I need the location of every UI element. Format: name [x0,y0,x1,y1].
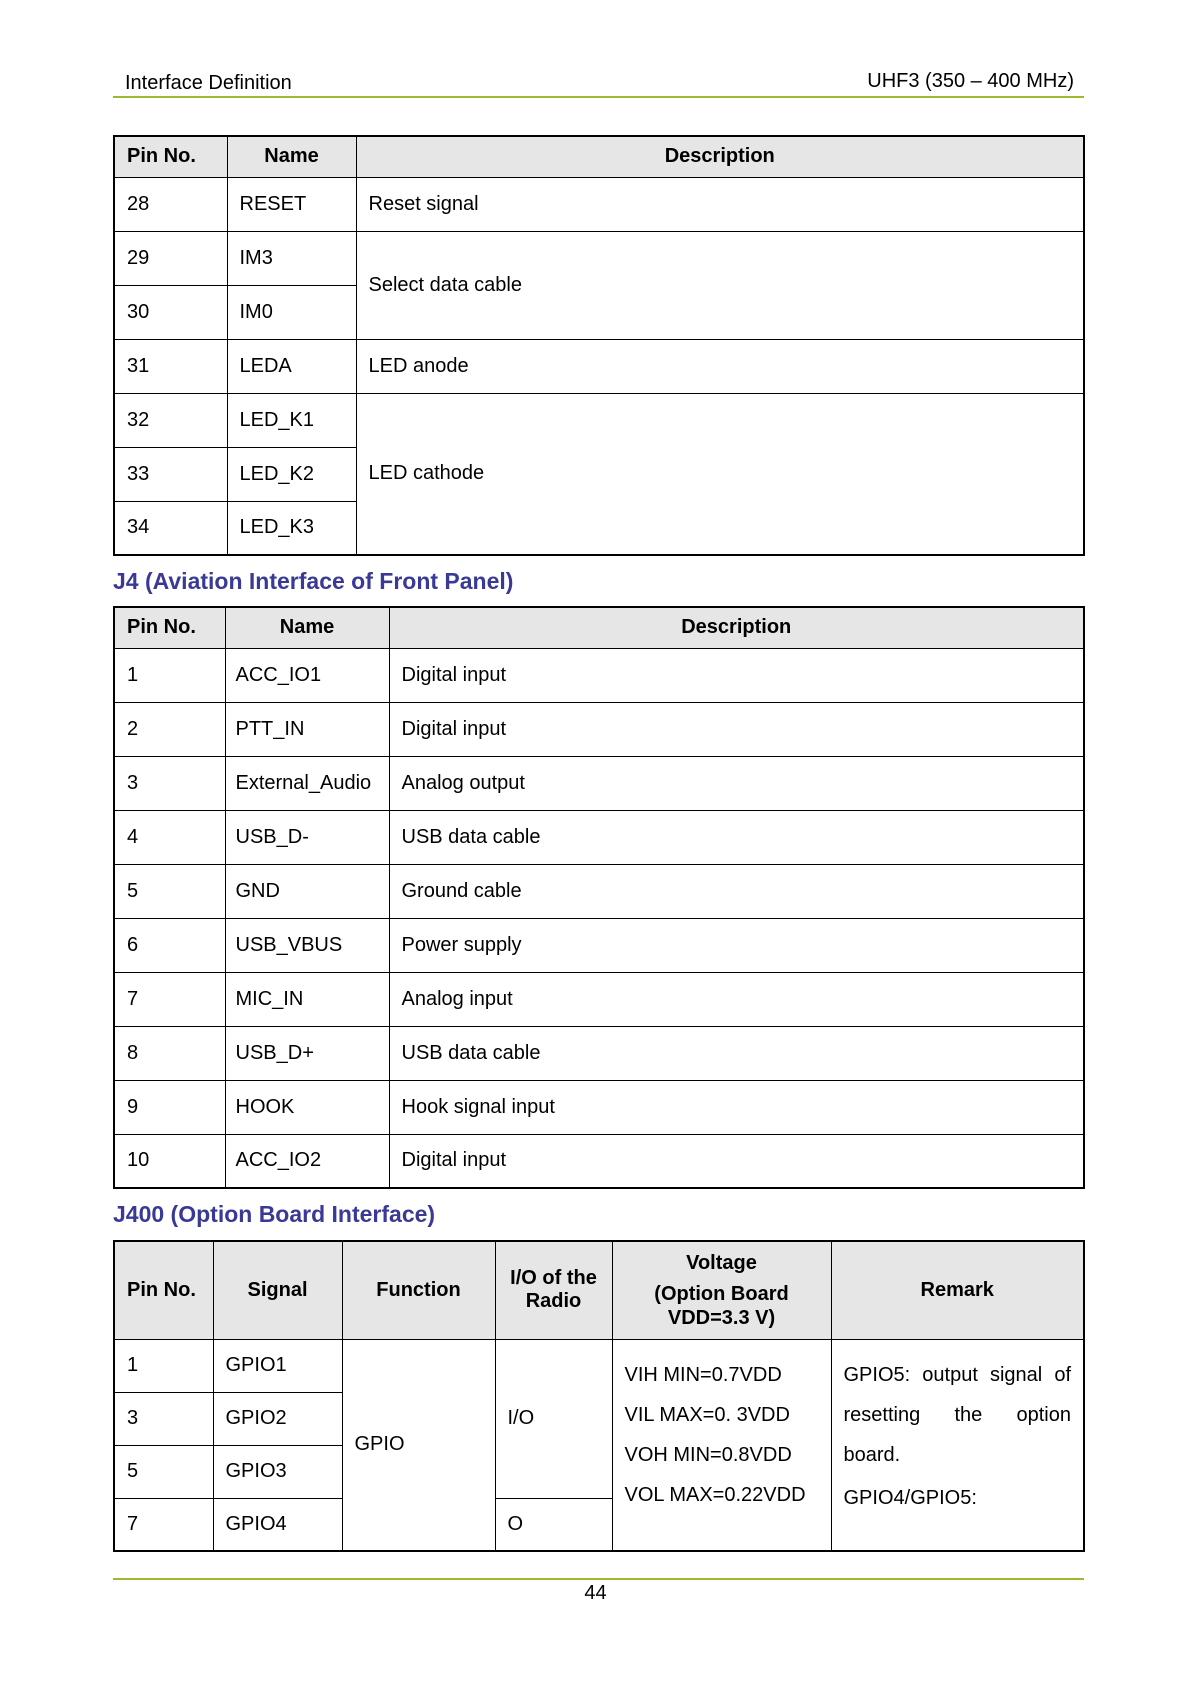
name-cell: GND [225,864,389,918]
j400-pin-table [113,1240,1085,1552]
table-row [114,1080,1084,1134]
io-cell: O [495,1498,612,1551]
header-model: UHF3 (350 – 400 MHz) [867,70,1074,92]
description-cell: Digital input [389,648,1084,702]
col-header-name: Name [227,136,356,177]
remark-line: resetting the option [843,1403,1071,1426]
table-row [114,1026,1084,1080]
name-cell: USB_VBUS [225,918,389,972]
table-row [114,231,1084,285]
pin-table-continued [113,135,1085,556]
col-header-io [495,1241,612,1339]
remark-line: board. [843,1443,901,1466]
page-number: 44 [584,1582,607,1604]
pin-cell: 31 [114,339,227,393]
j4-pin-table [113,606,1085,1189]
name-cell: IM3 [227,231,356,285]
pin-cell: 4 [114,810,225,864]
signal-cell: GPIO4 [213,1498,342,1551]
pin-cell: 7 [114,1498,213,1551]
description-cell: LED anode [356,339,1084,393]
pin-cell: 8 [114,1026,225,1080]
pin-cell: 9 [114,1080,225,1134]
pin-cell: 1 [114,648,225,702]
pin-cell: 28 [114,177,227,231]
description-cell: Digital input [389,1134,1084,1188]
table-row [114,393,1084,447]
description-cell: Analog output [389,756,1084,810]
name-cell: USB_D+ [225,1026,389,1080]
io-header-line1: I/O of the [510,1267,597,1290]
name-cell: RESET [227,177,356,231]
pin-cell: 30 [114,285,227,339]
pin-cell: 6 [114,918,225,972]
header-title: Interface Definition [125,72,292,94]
signal-cell: GPIO1 [213,1339,342,1392]
col-header-voltage [612,1241,831,1339]
page-header [113,66,1084,98]
col-header-pin: Pin No. [114,607,225,648]
remark-line: GPIO5: output signal of [843,1363,1071,1386]
pin-cell: 5 [114,864,225,918]
pin-cell: 7 [114,972,225,1026]
pin-cell: 3 [114,756,225,810]
voltage-header-line3: VDD=3.3 V) [667,1307,776,1330]
remark-line: GPIO4/GPIO5: [843,1486,977,1509]
table-row [114,339,1084,393]
voltage-line: VIH MIN=0.7VDD [624,1363,782,1386]
voltage-line: VOH MIN=0.8VDD [624,1443,792,1466]
name-cell: HOOK [225,1080,389,1134]
voltage-cell [612,1339,831,1551]
io-cell: I/O [495,1339,612,1498]
pin-cell: 1 [114,1339,213,1392]
description-cell: Ground cable [389,864,1084,918]
pin-cell: 33 [114,447,227,501]
voltage-line: VOL MAX=0.22VDD [624,1483,806,1506]
section-heading-j4: J4 (Aviation Interface of Front Panel) [113,568,514,594]
col-header-function: Function [342,1241,495,1339]
description-cell: Hook signal input [389,1080,1084,1134]
signal-cell: GPIO2 [213,1392,342,1445]
table-row [114,756,1084,810]
description-cell: USB data cable [389,1026,1084,1080]
name-cell: LED_K2 [227,447,356,501]
description-cell: USB data cable [389,810,1084,864]
description-cell: Select data cable [356,231,1084,339]
table-row [114,1339,1084,1392]
name-cell: PTT_IN [225,702,389,756]
voltage-line: VIL MAX=0. 3VDD [624,1403,790,1426]
voltage-header-line2: (Option Board [654,1283,789,1306]
remark-cell [831,1339,1084,1551]
pin-cell: 32 [114,393,227,447]
table-row [114,918,1084,972]
col-header-description: Description [389,607,1084,648]
pin-cell: 2 [114,702,225,756]
description-cell: Power supply [389,918,1084,972]
name-cell: IM0 [227,285,356,339]
name-cell: LED_K3 [227,501,356,555]
pin-cell: 10 [114,1134,225,1188]
io-header-line2: Radio [525,1290,582,1313]
table-row [114,810,1084,864]
name-cell: MIC_IN [225,972,389,1026]
pin-cell: 29 [114,231,227,285]
col-header-signal: Signal [213,1241,342,1339]
table-row [114,864,1084,918]
function-cell: GPIO [342,1339,495,1551]
col-header-description: Description [356,136,1084,177]
name-cell: USB_D- [225,810,389,864]
pin-cell: 5 [114,1445,213,1498]
voltage-header-line1: Voltage [686,1252,757,1275]
section-heading-j400: J400 (Option Board Interface) [113,1201,436,1227]
col-header-pin: Pin No. [114,136,227,177]
name-cell: ACC_IO2 [225,1134,389,1188]
name-cell: LED_K1 [227,393,356,447]
description-cell: Analog input [389,972,1084,1026]
col-header-pin: Pin No. [114,1241,213,1339]
pin-cell: 3 [114,1392,213,1445]
table-row [114,648,1084,702]
name-cell: External_Audio [225,756,389,810]
name-cell: ACC_IO1 [225,648,389,702]
pin-cell: 34 [114,501,227,555]
signal-cell: GPIO3 [213,1445,342,1498]
table-row [114,702,1084,756]
col-header-remark: Remark [831,1241,1084,1339]
description-cell: Digital input [389,702,1084,756]
table-row [114,177,1084,231]
name-cell: LEDA [227,339,356,393]
table-header-row [114,1241,1084,1339]
col-header-name: Name [225,607,389,648]
table-row [114,972,1084,1026]
description-cell: Reset signal [356,177,1084,231]
table-header-row [114,607,1084,648]
description-cell: LED cathode [356,393,1084,555]
table-header-row [114,136,1084,177]
footer-rule [113,1578,1084,1580]
table-row [114,1134,1084,1188]
